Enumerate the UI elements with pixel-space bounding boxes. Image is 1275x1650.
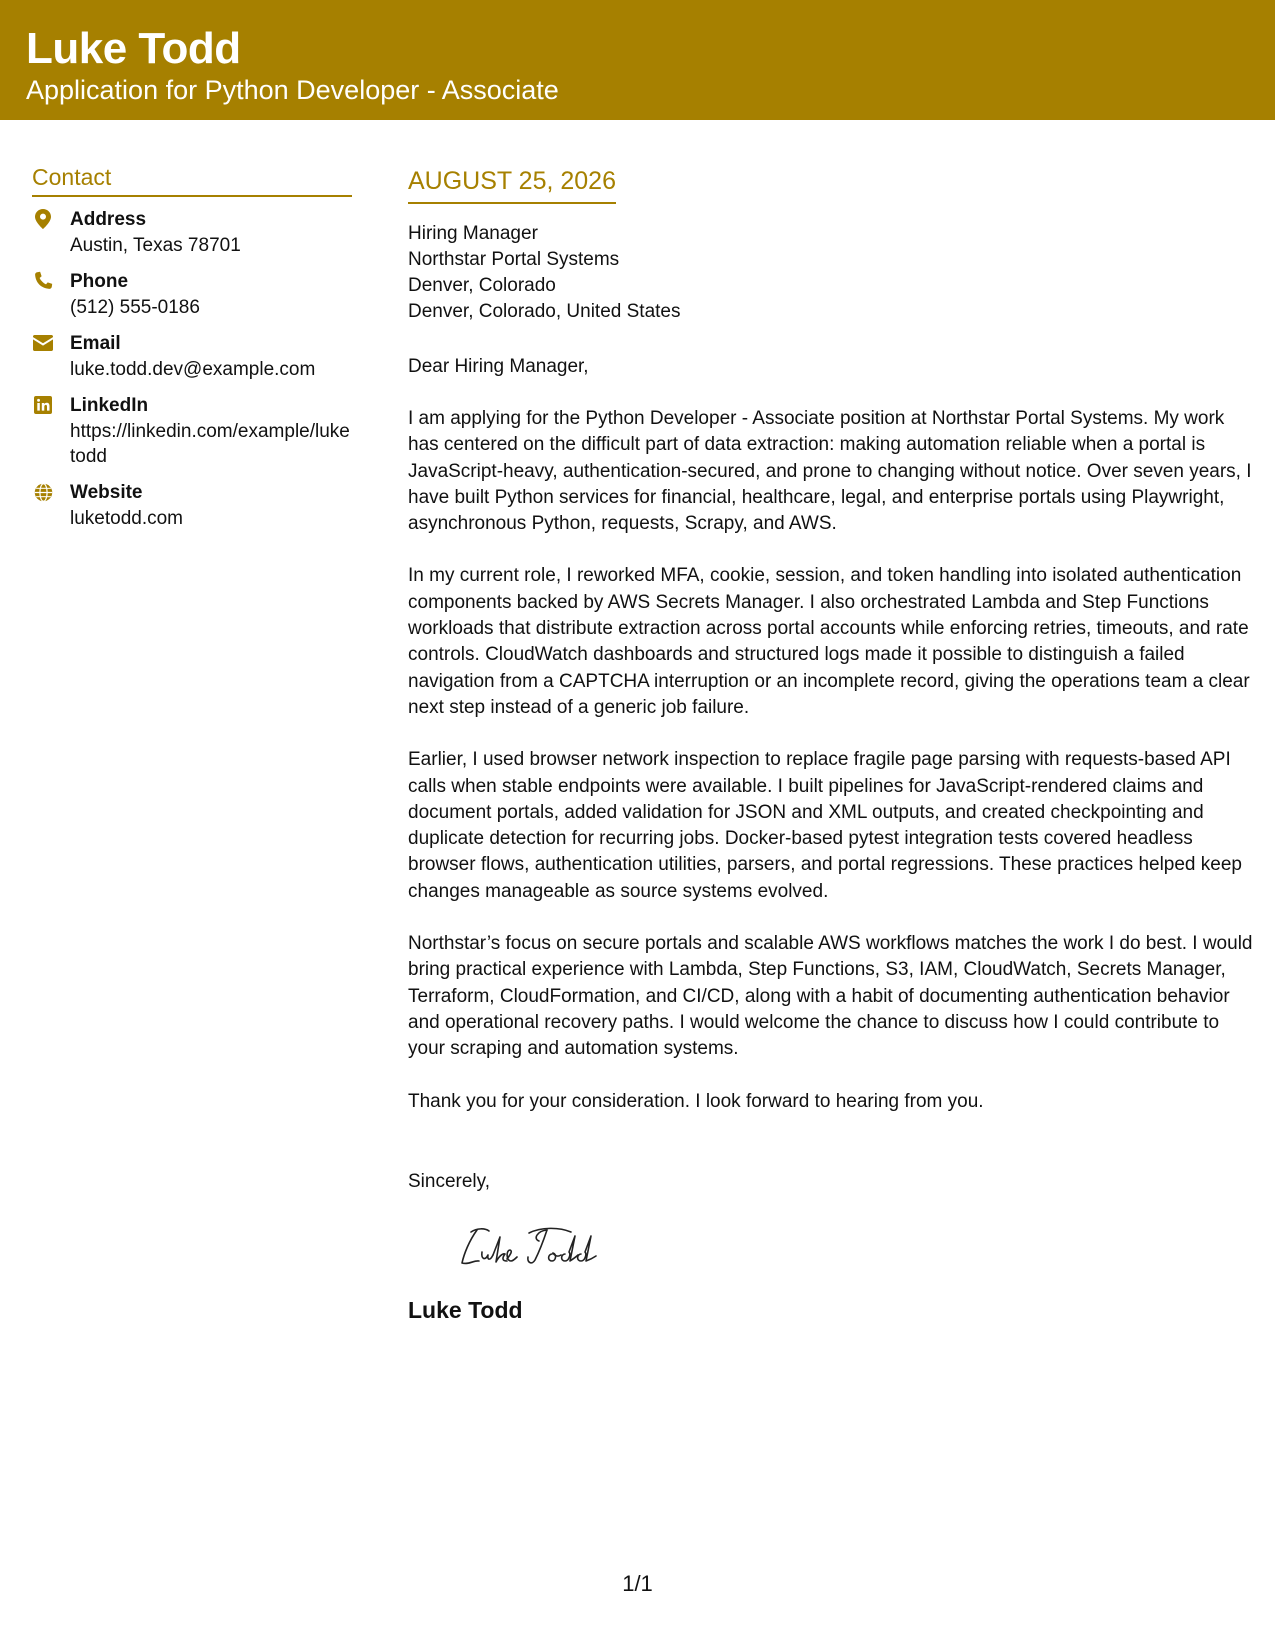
contact-value-email[interactable]: luke.todd.dev@example.com: [70, 359, 316, 380]
signer-name: Luke Todd: [408, 1296, 523, 1323]
application-subtitle: Application for Python Developer - Associate: [26, 75, 559, 105]
recipient-line: Denver, Colorado: [408, 275, 556, 296]
letter-paragraph: Thank you for your consideration. I look forward to hearing from you.: [408, 1090, 984, 1112]
page-number: 1/1: [622, 1571, 653, 1596]
letter-body: [408, 165, 1253, 1325]
contact-item-address: [32, 207, 352, 258]
contact-label-email: Email: [70, 333, 121, 354]
letter-greeting: Dear Hiring Manager,: [408, 356, 589, 377]
contact-item-phone: [32, 269, 352, 320]
letter-paragraph: Earlier, I used browser network inspection to replace fragile page parsing with requests-based API calls when stable endpoints were available. I built pipelines for JavaScript-rendered claims and document portals, added validation for JSON and XML outputs, and created checkpointing and duplicate detection for recurring jobs. Docker-based pytest integration tests covered headless browser flows, authentication utilities, parsers, and portal regressions. These practices helped keep changes manageable as source systems evolved.: [408, 749, 1242, 902]
phone-icon: [32, 270, 54, 292]
date-block: [408, 165, 616, 204]
recipient-block: [408, 221, 1253, 325]
contact-value-phone: (512) 555-0186: [70, 297, 200, 318]
contact-item-website: [32, 480, 352, 531]
contact-label-address: Address: [70, 209, 147, 230]
contact-value-website[interactable]: luketodd.com: [70, 508, 184, 529]
envelope-icon: [32, 332, 54, 354]
applicant-name: Luke Todd: [26, 24, 241, 73]
contact-label-phone: Phone: [70, 271, 129, 292]
letter-closing: Sincerely,: [408, 1170, 491, 1192]
letter-date: AUGUST 25, 2026: [408, 167, 616, 195]
recipient-line: Denver, Colorado, United States: [408, 301, 681, 322]
contact-label-website: Website: [70, 482, 143, 503]
contact-value-linkedin[interactable]: https://linkedin.com/example/luketodd: [70, 421, 350, 467]
contact-item-email: [32, 331, 352, 382]
contact-item-linkedin: [32, 393, 352, 469]
contact-title: Contact: [32, 160, 352, 197]
letter-paragraph: Northstar’s focus on secure portals and scalable AWS workflows matches the work I do best. I would bring practical experience with Lambda, Step Functions, S3, IAM, CloudWatch, Secrets Manager, Terraform, CloudFormation, and CI/CD, along with a habit of documenting authentication behavior and operational recovery paths. I would welcome the chance to discuss how I could contribute to your scraping and automation systems.: [408, 933, 1253, 1060]
contact-label-linkedin: LinkedIn: [70, 395, 149, 416]
header-banner: [0, 0, 1275, 120]
handwritten-signature: [455, 1221, 625, 1273]
letter-paragraph: I am applying for the Python Developer - Associate position at Northstar Portal Systems. My work has centered on the difficult part of data extraction: making automation reliable when a portal is JavaScript-heavy, authentication-secured, and prone to changing without notice. Over seven years, I have built Python services for financial, healthcare, legal, and enterprise portals using Playwright, asynchronous Python, requests, Scrapy, and AWS.: [408, 408, 1252, 535]
recipient-line: Hiring Manager: [408, 223, 538, 244]
contact-sidebar: [32, 160, 352, 542]
contact-value-address: Austin, Texas 78701: [70, 235, 241, 256]
map-pin-icon: [32, 208, 54, 230]
linkedin-icon: [32, 394, 54, 416]
letter-paragraph: In my current role, I reworked MFA, cookie, session, and token handling into isolated authentication components backed by AWS Secrets Manager. I also orchestrated Lambda and Step Functions workloads that distribute extraction across portal accounts while enforcing retries, timeouts, and rate controls. CloudWatch dashboards and structured logs made it possible to distinguish a failed navigation from a CAPTCHA interruption or an incomplete record, giving the operations team a clear next step instead of a generic job failure.: [408, 565, 1250, 718]
recipient-line: Northstar Portal Systems: [408, 249, 620, 270]
globe-icon: [32, 481, 54, 503]
